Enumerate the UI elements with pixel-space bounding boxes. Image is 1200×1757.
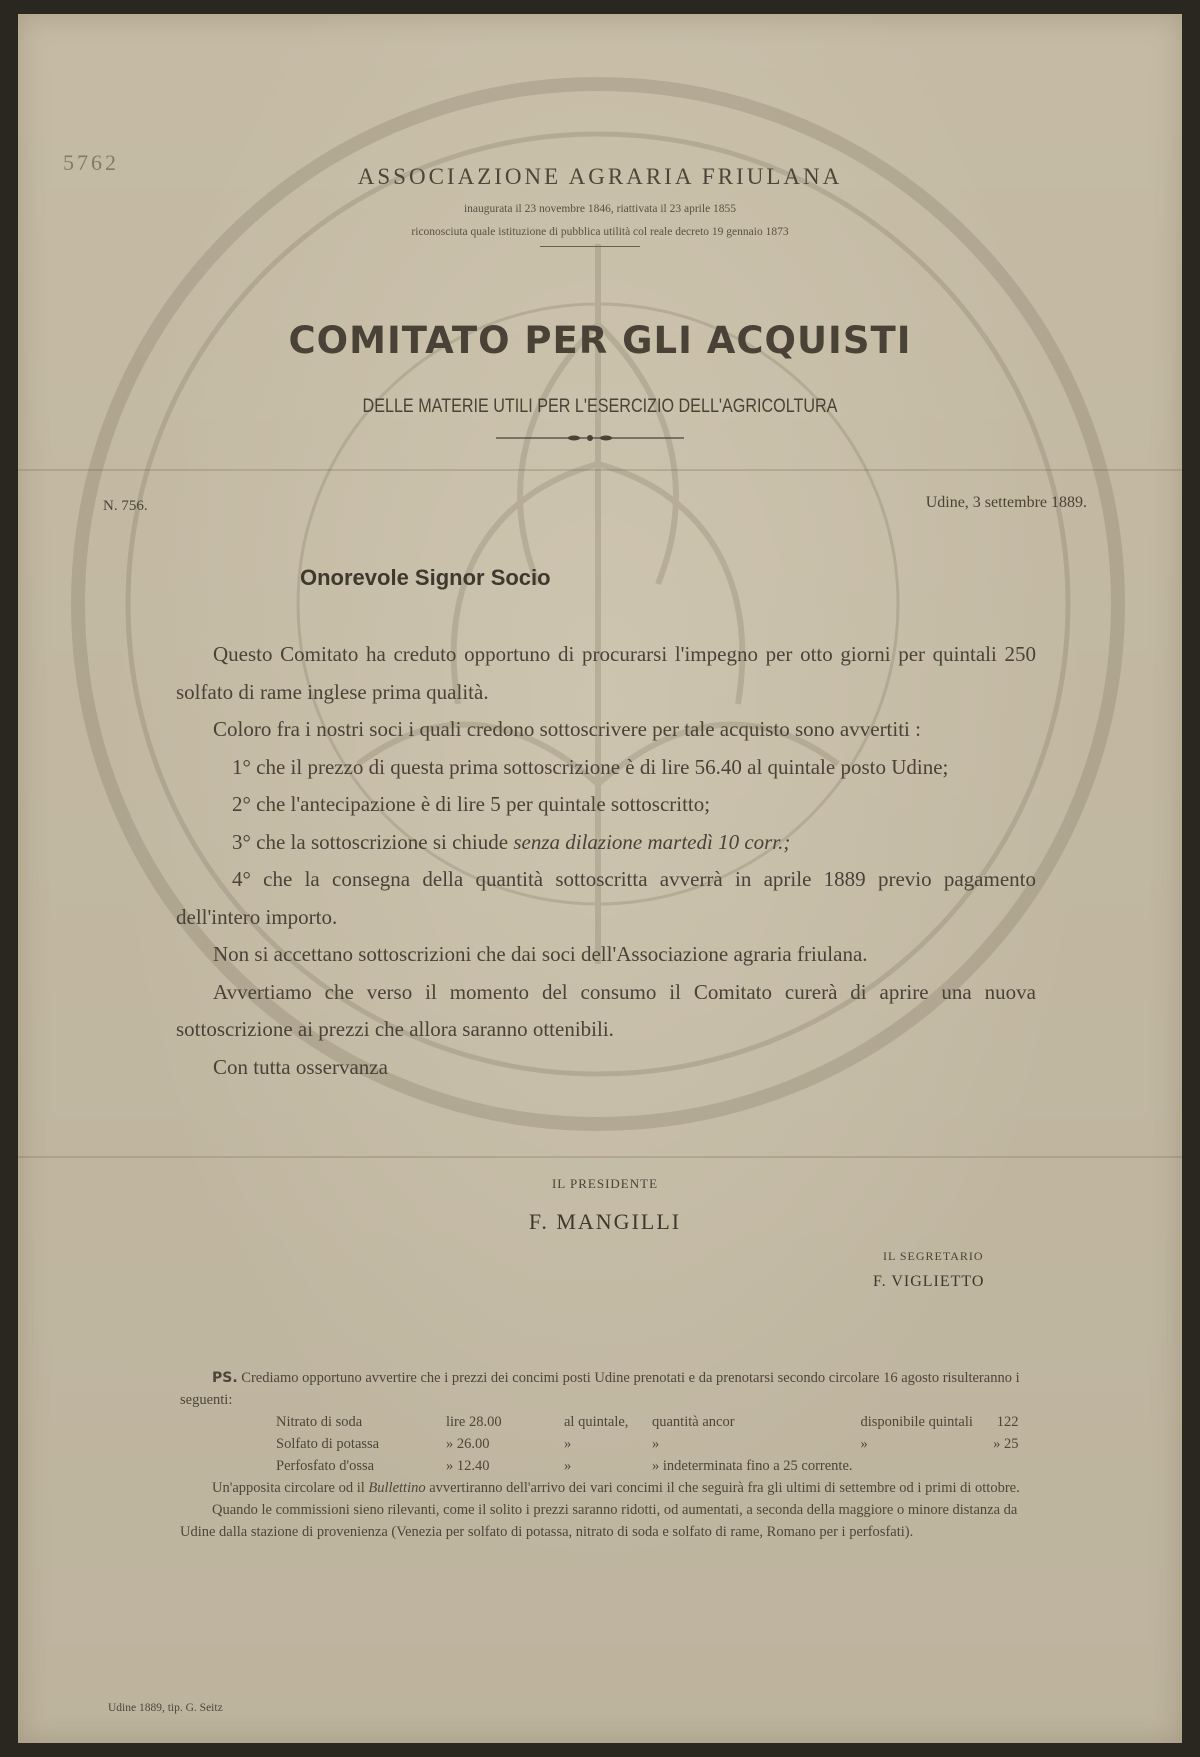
table-cell	[989, 1455, 1027, 1477]
page-subtitle: DELLE MATERIE UTILI PER L'ESERCIZIO DELL'AGRICOLTURA	[362, 396, 838, 417]
list-item	[176, 824, 1036, 862]
printer-imprint: Udine 1889, tip. G. Seitz	[108, 1702, 223, 1714]
table-cell: Perfosfato d'ossa	[276, 1458, 375, 1474]
table-cell: »	[860, 1436, 868, 1452]
founded-line: inaugurata il 23 novembre 1846, riattivata il 23 aprile 1855	[463, 203, 737, 215]
table-cell: 122	[996, 1414, 1019, 1430]
postscript-intro-text: Crediamo opportuno avvertire che i prezzi dei concimi posti Udine prenotati e da prenotarsi secondo circolare 16 agosto risulteranno i seguenti:	[180, 1370, 1020, 1408]
table-cell: disponibile quintali	[860, 1414, 973, 1430]
table-cell: Nitrato di soda	[276, 1414, 363, 1430]
postscript-paragraph: Quando le commissioni sieno rilevanti, come il solito i prezzi saranno ridotti, od aumentati, a seconda della maggiore o minore distanza da Udine dalla stazione di provenienza (Venezia per solfato di potassa, nitrato di soda e solfato di rame, Romano per i perfosfati).	[180, 1502, 1018, 1540]
page-title: COMITATO PER GLI ACQUISTI	[288, 319, 912, 362]
document-sheet	[18, 14, 1182, 1743]
list-item: 2° che l'antecipazione è di lire 5 per quintale sottoscritto;	[232, 792, 711, 816]
association-name: ASSOCIAZIONE AGRARIA FRIULANA	[357, 164, 843, 189]
president-name: F. MANGILLI	[528, 1209, 682, 1234]
table-cell: »	[564, 1436, 572, 1452]
document-number: N. 756.	[103, 498, 148, 514]
postscript-paragraph	[180, 1477, 1042, 1499]
table-row	[276, 1433, 1027, 1455]
postscript	[180, 1367, 1042, 1543]
table-cell: »	[564, 1458, 572, 1474]
ornament-divider	[496, 432, 684, 444]
president-label: IL PRESIDENTE	[551, 1176, 659, 1191]
paragraph: Avvertiamo che verso il momento del consumo il Comitato curerà di aprire una nuova sottoscrizione ai prezzi che allora saranno ottenibili.	[176, 979, 1036, 1041]
letter-body	[176, 636, 1036, 1086]
table-cell: lire 28.00	[446, 1414, 502, 1430]
table-cell: Solfato di potassa	[276, 1436, 380, 1452]
bulletin-title: Bullettino	[368, 1480, 426, 1496]
postscript-text: avvertiranno dell'arrivo dei vari concimi il che seguirà fra gli ultimi di settembre od i primi di ottobre.	[429, 1480, 1020, 1496]
table-cell: » indeterminata fino a 25 corrente.	[652, 1458, 853, 1474]
table-cell: » 12.40	[446, 1458, 490, 1474]
table-cell: » 26.00	[446, 1436, 490, 1452]
paragraph: Coloro fra i nostri soci i quali credono sottoscrivere per tale acquisto sono avvertiti :	[213, 717, 921, 741]
postscript-intro	[180, 1367, 1042, 1411]
fertilizer-price-table	[276, 1411, 1027, 1477]
table-cell	[861, 1455, 989, 1477]
document-date: Udine, 3 settembre 1889.	[925, 494, 1087, 511]
salutation: Onorevole Signor Socio	[300, 565, 551, 590]
paragraph: Non si accettano sottoscrizioni che dai soci dell'Associazione agraria friulana.	[213, 942, 868, 966]
table-cell: »	[652, 1436, 660, 1452]
recognition-line: riconosciuta quale istituzione di pubblica utilità col reale decreto 19 gennaio 1873	[411, 226, 789, 238]
list-item: 1° che il prezzo di questa prima sottoscrizione è di lire 56.40 al quintale posto Udine;	[232, 754, 949, 779]
table-row	[276, 1455, 1027, 1477]
closing-line: Con tutta osservanza	[213, 1054, 388, 1079]
list-item: 4° che la consegna della quantità sottoscritta avverrà in aprile 1889 previo pagamento dell'intero importo.	[176, 867, 1036, 929]
table-row	[276, 1411, 1027, 1433]
secretary-label: IL SEGRETARIO	[883, 1249, 984, 1263]
header-divider	[540, 246, 640, 247]
postscript-text: Un'apposita circolare od il	[212, 1480, 365, 1496]
table-cell: » 25	[993, 1436, 1019, 1452]
item-text: 3° che la sottoscrizione si chiude	[232, 829, 509, 854]
fold-line	[18, 1156, 1182, 1158]
table-cell: quantità ancor	[652, 1414, 735, 1430]
paragraph: Questo Comitato ha creduto opportuno di procurarsi l'impegno per otto giorni per quintali 250 solfato di rame inglese prima qualità.	[176, 642, 1036, 704]
table-cell: al quintale,	[564, 1414, 629, 1430]
postscript-label: PS.	[212, 1370, 238, 1386]
item-emphasis: senza dilazione martedì 10 corr.;	[513, 829, 791, 854]
catalog-number: 5762	[63, 150, 119, 175]
secretary-name: F. VIGLIETTO	[873, 1273, 985, 1290]
